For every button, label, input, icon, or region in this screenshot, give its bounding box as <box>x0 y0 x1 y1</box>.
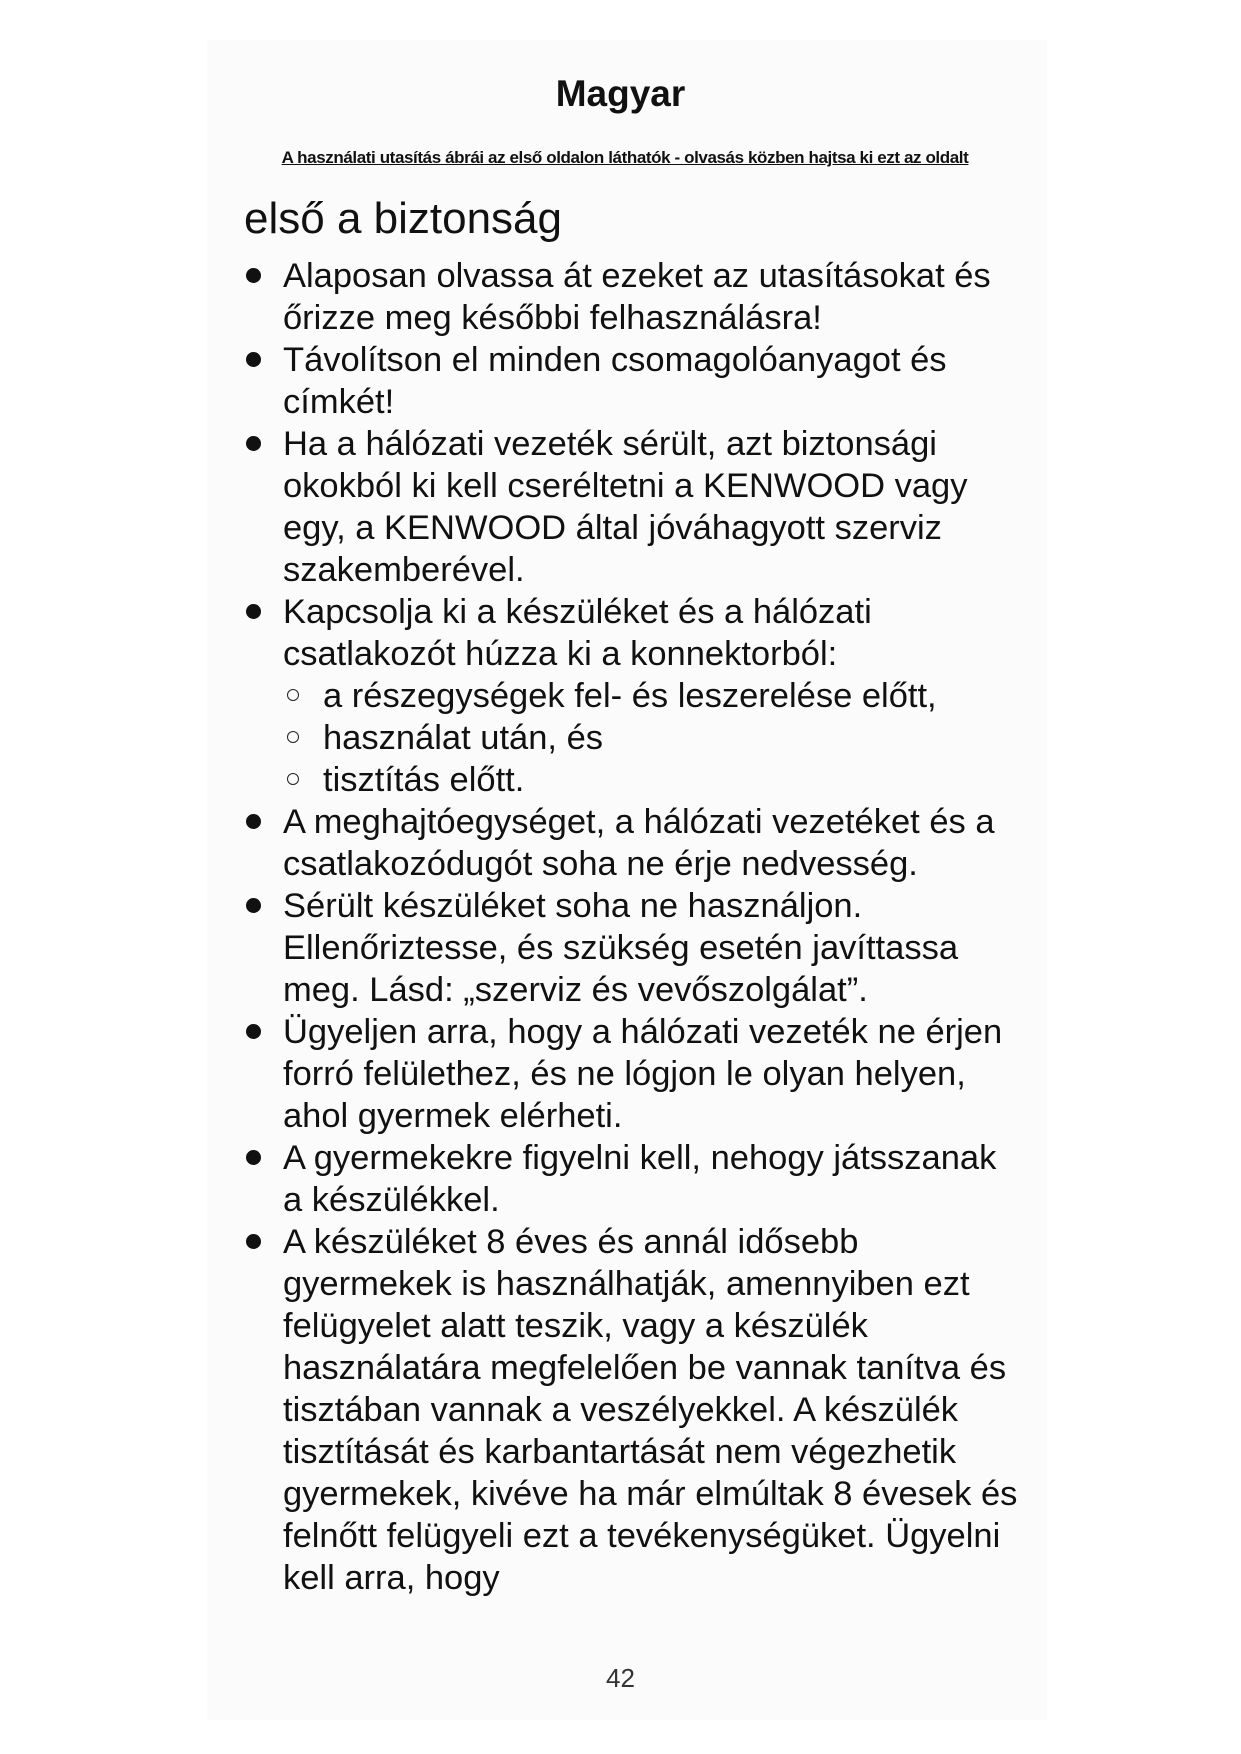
list-item-text: A meghajtóegységet, a hálózati vezetéket és a csatlakozódugót soha ne érje nedvesség. <box>283 803 995 883</box>
language-heading: Magyar <box>555 73 686 114</box>
bullet-icon <box>246 898 261 913</box>
list-item-text: Távolítson el minden csomagolóanyagot és címkét! <box>283 341 947 421</box>
figure-note: A használati utasítás ábrái az első oldalon láthatók - olvasás közben hajtsa ki ezt az oldalt <box>281 148 969 167</box>
list-item <box>244 339 1024 423</box>
bullet-icon <box>246 604 261 619</box>
bullet-icon <box>246 352 261 367</box>
sub-list-item-text: tisztítás előtt. <box>323 761 525 799</box>
list-item <box>244 1011 1024 1137</box>
sub-list-item <box>283 717 1024 759</box>
page-number: 42 <box>606 1663 635 1693</box>
bullet-icon <box>246 1234 261 1249</box>
list-item-text: Ügyeljen arra, hogy a hálózati vezeték ne érjen forró felülethez, és ne lógjon le olyan helyen, ahol gyermek elérheti. <box>283 1013 1003 1135</box>
list-item <box>244 255 1024 339</box>
sub-list <box>283 675 1024 801</box>
list-item-text: A készüléket 8 éves és annál idősebb gyermekek is használhatják, amennyiben ezt felügyelet alatt teszik, vagy a készülék használatára megfelelően be vannak tanítva és tisztában vannak a veszélyekkel. A készülék tisztítását és karbantartását nem végezhetik gyermekek, kivéve ha már elmúltak 8 évesek és felnőtt felügyeli ezt a tevékenységüket. Ügyelni kell arra, hogy <box>283 1223 1018 1597</box>
sub-list-item-text: a részegységek fel- és leszerelése előtt, <box>323 677 937 715</box>
list-item-text: A gyermekekre figyelni kell, nehogy játsszanak a készülékkel. <box>283 1139 997 1219</box>
sub-list-item <box>283 675 1024 717</box>
bullet-icon <box>246 1150 261 1165</box>
bullet-icon <box>246 1024 261 1039</box>
bullet-icon <box>246 436 261 451</box>
circle-bullet-icon <box>287 731 299 743</box>
list-item-text: Ha a hálózati vezeték sérült, azt biztonsági okokból ki kell cseréltetni a KENWOOD vagy egy, a KENWOOD által jóváhagyott szerviz szakemberével. <box>283 425 968 589</box>
list-item <box>244 801 1024 885</box>
section-title: első a biztonság <box>244 194 562 243</box>
list-item-text: Kapcsolja ki a készüléket és a hálózati csatlakozót húzza ki a konnektorból: <box>283 593 872 673</box>
safety-list <box>244 255 1024 1599</box>
list-item-text: Sérült készüléket soha ne használjon. Ellenőriztesse, és szükség esetén javíttassa meg. Lásd: „szerviz és vevőszolgálat”. <box>283 887 959 1009</box>
list-item <box>244 1221 1024 1599</box>
list-item-text: Alaposan olvassa át ezeket az utasításokat és őrizze meg későbbi felhasználásra! <box>283 257 991 337</box>
circle-bullet-icon <box>287 689 299 701</box>
list-item <box>244 591 1024 801</box>
sub-list-item-text: használat után, és <box>323 719 604 757</box>
circle-bullet-icon <box>287 773 299 785</box>
list-item <box>244 1137 1024 1221</box>
bullet-icon <box>246 814 261 829</box>
sub-list-item <box>283 759 1024 801</box>
list-item <box>244 885 1024 1011</box>
bullet-icon <box>246 268 261 283</box>
list-item <box>244 423 1024 591</box>
